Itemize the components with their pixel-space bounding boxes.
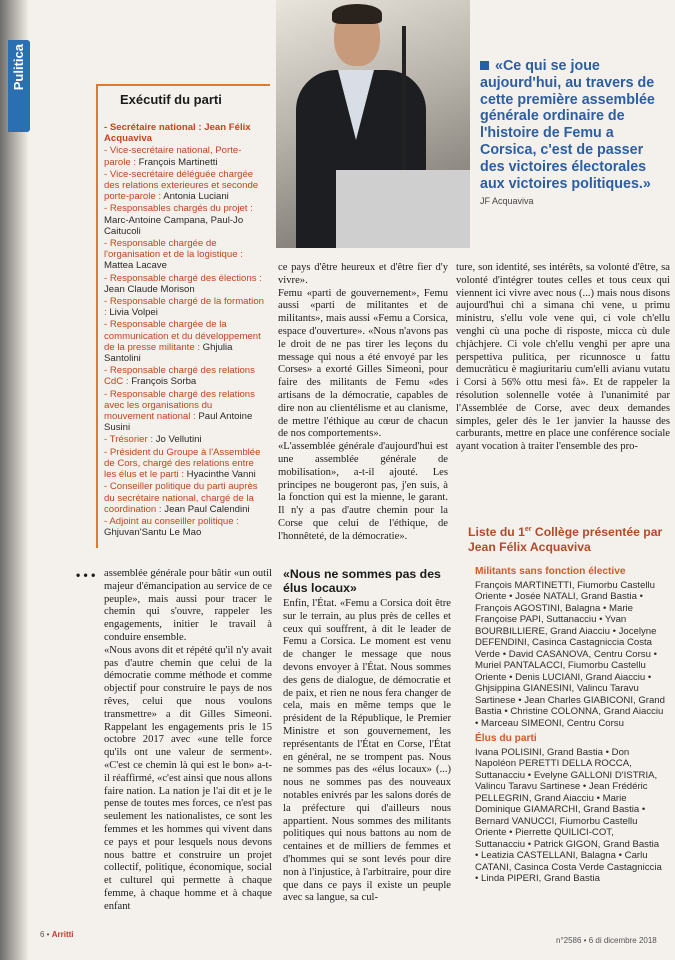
executive-name: Ghjuvan'Santu Le Mao	[104, 527, 202, 539]
executive-name: Paul Antoine Susini	[104, 411, 253, 434]
article-column-3-top	[456, 262, 670, 454]
executive-list-item	[104, 203, 264, 237]
executive-name: François Martinetti	[136, 156, 218, 168]
liste-subtitle-militants: Militants sans fonction élective	[475, 566, 626, 577]
executive-name: Jean Claude Morison	[104, 283, 195, 295]
executive-list-item	[104, 273, 264, 295]
executive-role: - Trésorier :	[104, 434, 154, 446]
footer-page: 6 • Arritti	[40, 930, 74, 939]
executive-list-item	[104, 516, 264, 538]
executive-title: Exécutif du parti	[120, 92, 222, 107]
executive-name: Antonia Luciani	[161, 191, 229, 203]
article-paragraph: «Nous avons dit et répété qu'il n'y avait pas d'autre chemin que celui de la démocratie comme méthode et comme objectif pour construire le pays de nos rêves, celui que nous voulons transmettre» a dit Gilles Simeoni. Rappelant les engagements pris le 15 octobre 2017 avec «une telle force qu'ils ont une valeur de serment». «C'est ce chemin là qui est le bon» a-t-il réaffirmé, «c'est ainsi que nous allons faire nation. La nation je l'ai dit et je le pense de toutes mes forces, ce n'est pas seulement les nationalistes, ce sont les femmes et les hommes qui vivent dans ce pays et pour lesquels nous devons nous battre et construire un projet collectif, politique, économique, social et culturel qui permette à chaque femme, à chaque homme et à chaque enfant	[104, 644, 272, 912]
executive-list-item	[104, 389, 264, 434]
executive-list-item	[104, 447, 264, 481]
article-paragraph: Enfin, l'État. «Femu a Corsica doit être sur le terrain, au plus près de celles et ceux qui souffrent, à dit le leader de Femu a Corsica. Le moment est venu de changer le message que nous devons envoyer à l'État. Nous sommes des gens de dialogue, de démocratie et de paix, et rien ne nous fera changer de cela, mais en même temps que le président de la République, le Premier Ministre et son gouvernement, les représentants de l'État en Corse, l'État en général, ne se trompent pas. Nous ne sommes pas des «élus locaux» (...) nous ne sommes pas des nouveaux notables enivrés par les salons dorés de la préfecture qui d'ailleurs nous appartient. Nous sommes des militants politiques qui nous battons au nom de centaines et de milliers de femmes et d'hommes qui se sont levés pour dire non à l'injustice, à l'arbitraire, pour dire que dans ce pays il existe un peuple avec sa langue, sa cul-	[283, 598, 451, 904]
executive-list-item	[104, 296, 264, 318]
executive-list-item	[104, 434, 264, 445]
liste-title: Liste du 1er Collège présentée par Jean Félix Acquaviva	[468, 525, 663, 555]
pull-quote	[480, 58, 660, 210]
executive-role: - Responsable chargé de la formation :	[104, 296, 264, 319]
intertitle: «Nous ne sommes pas des élus locaux»	[283, 567, 441, 596]
article-column-2-top	[278, 262, 448, 544]
square-bullet-icon	[480, 61, 489, 70]
executive-role: - Responsables chargés du projet :	[104, 203, 253, 215]
executive-name: Ghjulia Santolini	[104, 341, 233, 365]
executive-name: Livia Volpei	[106, 307, 158, 319]
pull-quote-signature: JF Acquaviva	[480, 196, 534, 207]
executive-role: - Responsable chargé des relations CdC :	[104, 365, 255, 388]
executive-role: - Responsable chargé des relations avec les organisations du mouvement national :	[104, 388, 255, 423]
executive-list-item	[104, 319, 264, 364]
executive-name: Hyacinthe Vanni	[184, 469, 256, 481]
liste-elus: Ivana POLISINI, Grand Bastia • Don Napoléon PERETTI DELLA ROCCA, Suttanacciu • Evelyne GALLONI D'ISTRIA, Valincu Taravu Sartinese • Jean Frédéric PELLEGRIN, Grand Aiacciu • Marie Dominique GIAMARCHI, Grand Bastia • Bernard VANUCCI, Fiumorbu Castellu Oriente • Pierrette QUILICI-COT, Suttanacciu • Patrick GIGON, Grand Bastia • Leatizia CASTELLANI, Balagna • Carlu CATANI, Casinca Costa Verde Castagniccia • Linda PIPERI, Grand Bastia	[475, 746, 662, 884]
continuation-dots: • • •	[76, 568, 96, 582]
liste-body	[475, 565, 665, 885]
article-column-1-bottom	[104, 568, 272, 914]
page-gutter-shadow	[0, 0, 28, 960]
liste-militants: François MARTINETTI, Fiumorbu Castellu Oriente • Josée NATALI, Grand Bastia • François AGOSTINI, Balagna • Marie Françoise PAPI, Suttanacciu • Yvan BOURBILLIERE, Grand Aiacciu • Jocelyne DEFENDINI, Casinca Castagniccia Costa Verde • David CASANOVA, Centru Corsu • Muriel PANTALACCI, Fiumorbu Castellu Oriente • Denis LUCIANI, Grand Aiacciu • Ghjsippina GIANESINI, Valincu Taravu Sartinese • Jean Charles GIABICONI, Grand Bastia • Christine COLONNA, Grand Aiacciu • Marceau SIMEONI, Centru Corsu	[475, 579, 665, 729]
executive-role: - Président du Groupe à l'Assemblée de Cors, chargé des relations entre les élus et le parti :	[104, 446, 261, 481]
article-paragraph: ture, son identité, ses intérêts, sa volonté d'être, sa volonté d'intégrer toutes celles et tous ceux qui viennent ici vivre avec nous (...) mais nous disons aujourd'hui chì a simana chì vene, u primu ministru, s'ellu vole vene quì, ci vole ch'ellu venghi cù una poche di risposte, micca cù dule chjàchjere. Ci vole ch'ellu venghi per apre una perspettiva pulitica, per ricunnosce u fattu demucràticu è magiuritariu cum'elli avìanu vutatu i Corsi à 56% ottu mesi fà». Et de rappeler la résolution solennelle votée à l'unanimité par l'Assemblée de Corse, avec deux demandes simples, geler dès le 1er janvier la hausse des carburants, mettre en place une conférence sociale ayant vocation à traiter l'ensemble des pro-	[456, 262, 670, 453]
executive-role: - Responsable chargée de la communication et du développement de la presse militante :	[104, 319, 261, 353]
executive-list-item	[104, 365, 264, 387]
executive-role: - Adjoint au conseiller politique :	[104, 515, 239, 527]
footer-issue: n°2586 • 6 di dicembre 2018	[556, 936, 657, 945]
executive-name: Jo Vellutini	[153, 434, 202, 446]
article-column-2-bottom	[283, 598, 451, 905]
article-paragraph: Femu «parti de gouvernement», Femu aussi «parti de militantes et de militants», mais aussi «Femu a Corsica, espace d'ouverture». «Nous n'avons pas le droit de ne pas tirer les leçons du message qui nous a été envoyé par les Corses» a exorté Gilles Simeoni, pour faire des militants de Femu «des artisans de la démocratie, capables de dire non au clientélisme et au clanisme, de mettre l'éthique au cœur de chacun de nos comportements».	[278, 287, 448, 440]
executive-name: Jean Paul Calendini	[161, 503, 250, 515]
executive-list-item	[104, 145, 264, 167]
article-paragraph: «L'assemblée générale d'aujourd'hui est une assemblée générale de mobilisation», a-t-il ajouté. Les principes ne bougeront pas, j'en suis, à la fonction qui est la mienne, le garant. Il n'y a pas d'autre chemin pour la Corse que celui de l'éthique, de l'honnêteté, de la démocratie».	[278, 441, 448, 542]
lectern	[336, 170, 470, 248]
executive-list-item	[104, 481, 264, 515]
article-paragraph: assemblée générale pour bâtir «un outil majeur d'émancipation au service de ce peuple», mais aussi pour tracer le chemin qui s'ouvre, rappeler les engagements, initier le travail à conduire ensemble.	[104, 568, 272, 643]
section-tab	[8, 40, 30, 132]
executive-role: - Responsable chargé des élections :	[104, 272, 262, 284]
executive-name: François Sorba	[128, 376, 197, 388]
executive-list	[104, 122, 264, 539]
executive-role: - Conseiller politique du parti auprès du secrétaire national, chargé de la coordination :	[104, 481, 258, 515]
executive-role: - Vice-secrétaire déléguée chargée des relations exterieures et seconde porte-parole :	[104, 168, 259, 203]
executive-role: - Vice-secrétaire national, Porte-parole :	[104, 145, 242, 168]
section-label: Pulitica	[11, 44, 26, 91]
speaker-photo	[276, 0, 470, 248]
pull-quote-text: «Ce qui se joue aujourd'hui, au travers de cette première assemblée générale ordinaire de l'histoire de Femu a Corsica, c'est de passer des victoires électorales aux victoires politiques.»	[480, 58, 655, 192]
executive-name: Marc-Antoine Campana, Paul-Jo Caitucoli	[104, 214, 244, 237]
article-paragraph: ce pays d'être heureux et d'être fier d'y vivre».	[278, 262, 448, 286]
executive-role: - Responsable chargée de l'organisation et de la logistique :	[104, 238, 243, 261]
liste-subtitle-elus: Élus du parti	[475, 733, 537, 744]
executive-list-item	[104, 122, 264, 144]
executive-list-item	[104, 238, 264, 272]
executive-name: Mattea Lacave	[104, 260, 167, 272]
executive-role: - Secrétaire national : Jean Félix Acquaviva	[104, 122, 251, 145]
executive-list-item	[104, 169, 264, 203]
